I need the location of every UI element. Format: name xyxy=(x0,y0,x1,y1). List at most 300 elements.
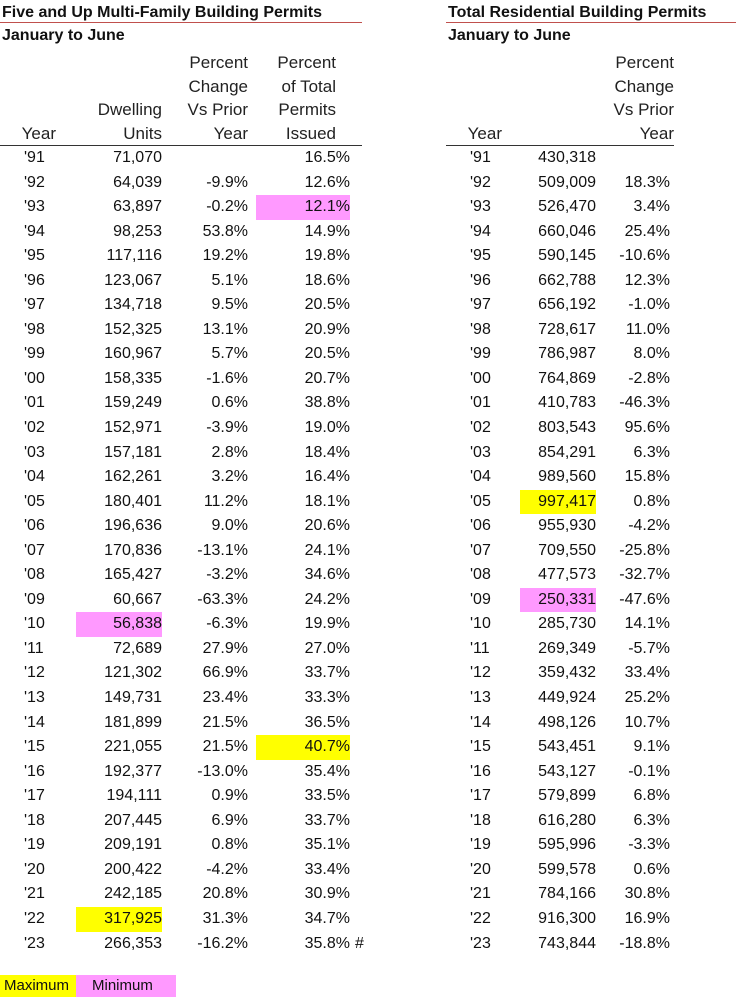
percent-change-cell: -18.8% xyxy=(619,934,670,952)
total-permits-cell: 656,192 xyxy=(538,296,596,314)
percent-change-cell: -9.9% xyxy=(206,173,248,191)
total-permits-cell: 989,560 xyxy=(538,468,596,486)
percent-of-total-cell: 33.3% xyxy=(304,689,350,707)
table-row xyxy=(446,711,736,736)
percent-change-cell: 9.5% xyxy=(211,296,248,314)
year-cell: '16 xyxy=(470,762,491,780)
percent-change-cell: 25.4% xyxy=(624,222,670,240)
dwelling-units-cell: 121,302 xyxy=(104,664,162,682)
header-percent-of-total: Percent of Total Permits Issued xyxy=(277,53,336,143)
dwelling-units-cell: 194,111 xyxy=(106,787,162,805)
year-cell: '01 xyxy=(24,394,45,412)
table-row xyxy=(446,612,736,637)
total-permits-cell: 410,783 xyxy=(538,394,596,412)
year-cell: '13 xyxy=(470,689,491,707)
year-cell: '05 xyxy=(24,492,45,510)
percent-change-cell: 2.8% xyxy=(211,443,248,461)
percent-of-total-cell: 24.2% xyxy=(304,590,350,608)
year-cell: '16 xyxy=(24,762,45,780)
percent-of-total-cell: 34.6% xyxy=(304,566,350,584)
year-cell: '00 xyxy=(24,369,45,387)
table-row xyxy=(0,661,362,686)
table-row xyxy=(446,416,736,441)
table-row xyxy=(446,686,736,711)
header-year: Year xyxy=(21,123,56,143)
total-permits-cell: 709,550 xyxy=(538,541,596,559)
total-permits-cell: 616,280 xyxy=(538,811,596,829)
year-cell: '07 xyxy=(470,541,491,559)
percent-change-cell: 18.3% xyxy=(624,173,670,191)
dwelling-units-cell: 160,967 xyxy=(104,345,162,363)
year-cell: '23 xyxy=(24,934,45,952)
year-cell: '21 xyxy=(470,885,491,903)
year-cell: '10 xyxy=(24,615,45,633)
percent-change-cell: -5.7% xyxy=(628,639,670,657)
year-cell: '14 xyxy=(24,713,45,731)
percent-change-cell: 15.8% xyxy=(624,468,670,486)
percent-of-total-cell: 33.4% xyxy=(304,860,350,878)
table-row xyxy=(0,220,362,245)
year-cell: '09 xyxy=(470,590,491,608)
table-row xyxy=(446,661,736,686)
total-permits-cell: 285,730 xyxy=(538,615,596,633)
table-row xyxy=(0,490,362,515)
table-row xyxy=(0,269,362,294)
year-cell: '03 xyxy=(24,443,45,461)
percent-change-cell: 13.1% xyxy=(202,320,248,338)
percent-change-cell: -3.2% xyxy=(206,566,248,584)
percent-change-cell: -63.3% xyxy=(197,590,248,608)
percent-change-cell: 11.0% xyxy=(625,320,670,338)
dwelling-units-cell: 162,261 xyxy=(104,468,162,486)
percent-of-total-cell: 12.6% xyxy=(304,173,350,191)
percent-change-cell: 3.4% xyxy=(633,198,670,216)
table-row xyxy=(0,637,362,662)
percent-of-total-cell: 27.0% xyxy=(304,639,350,657)
table-row xyxy=(0,735,362,760)
year-cell: '96 xyxy=(470,271,491,289)
total-permits-cell: 660,046 xyxy=(538,222,596,240)
multifamily-subtitle: January to June xyxy=(2,27,125,44)
table-row xyxy=(446,146,736,171)
table-row xyxy=(446,735,736,760)
year-cell: '08 xyxy=(470,566,491,584)
year-cell: '04 xyxy=(24,468,45,486)
percent-of-total-cell: 20.5% xyxy=(304,345,350,363)
percent-change-cell: -46.3% xyxy=(619,394,670,412)
year-cell: '02 xyxy=(24,419,45,437)
year-cell: '91 xyxy=(470,149,491,166)
percent-change-cell: 12.3% xyxy=(624,271,670,289)
percent-change-cell: -10.6% xyxy=(619,247,670,265)
table-row xyxy=(0,293,362,318)
dwelling-units-cell: 134,718 xyxy=(104,296,162,314)
table-row xyxy=(446,784,736,809)
table-row xyxy=(0,171,362,196)
table-row xyxy=(446,391,736,416)
percent-of-total-cell: 33.7% xyxy=(304,664,350,682)
percent-change-cell: -13.1% xyxy=(197,541,248,559)
percent-change-cell: -0.2% xyxy=(206,198,248,216)
percent-change-cell: 14.1% xyxy=(624,615,670,633)
dwelling-units-cell: 64,039 xyxy=(113,173,162,191)
percent-of-total-cell: 18.4% xyxy=(304,443,350,461)
percent-change-cell: 21.5% xyxy=(202,738,248,756)
percent-change-cell: 95.6% xyxy=(624,419,670,437)
residential-header-row xyxy=(446,49,674,146)
table-row xyxy=(446,244,736,269)
percent-change-cell: 6.9% xyxy=(211,811,248,829)
year-cell: '12 xyxy=(24,664,45,682)
year-cell: '15 xyxy=(24,738,45,756)
year-cell: '23 xyxy=(470,934,491,952)
table-row xyxy=(0,539,362,564)
year-cell: '18 xyxy=(24,811,45,829)
year-cell: '92 xyxy=(24,173,45,191)
multifamily-permits-table xyxy=(0,0,362,956)
footnote-marker: # xyxy=(355,934,364,952)
year-cell: '07 xyxy=(24,541,45,559)
percent-change-cell: -2.8% xyxy=(628,369,670,387)
percent-change-cell: 0.9% xyxy=(211,787,248,805)
year-cell: '00 xyxy=(470,369,491,387)
percent-of-total-cell: 20.7% xyxy=(304,369,350,387)
year-cell: '19 xyxy=(24,836,45,854)
year-cell: '93 xyxy=(470,198,491,216)
percent-change-cell xyxy=(598,146,670,171)
table-row xyxy=(446,269,736,294)
percent-change-cell: 33.4% xyxy=(624,664,670,682)
percent-of-total-cell: 19.8% xyxy=(304,247,350,265)
year-cell: '94 xyxy=(470,222,491,240)
dwelling-units-cell: 317,925 xyxy=(76,907,162,932)
table-row xyxy=(446,195,736,220)
year-cell: '05 xyxy=(470,492,491,510)
table-row xyxy=(0,146,362,171)
percent-of-total-cell: 16.5% xyxy=(304,149,350,166)
total-permits-cell: 728,617 xyxy=(538,320,596,338)
percent-of-total-cell: 34.7% xyxy=(304,909,350,927)
total-permits-cell: 955,930 xyxy=(538,517,596,535)
legend xyxy=(0,975,176,997)
year-cell: '98 xyxy=(470,320,491,338)
header-percent-change: Percent Change Vs Prior Year xyxy=(187,53,248,143)
dwelling-units-cell: 60,667 xyxy=(113,590,162,608)
table-row xyxy=(0,342,362,367)
table-row xyxy=(446,637,736,662)
legend-minimum: Minimum xyxy=(76,975,176,997)
dwelling-units-cell: 152,325 xyxy=(104,320,162,338)
dwelling-units-cell: 180,401 xyxy=(104,492,162,510)
percent-change-cell: 53.8% xyxy=(202,222,248,240)
percent-change-cell: -6.3% xyxy=(206,615,248,633)
header-dwelling-units: Dwelling Units xyxy=(97,100,162,143)
percent-of-total-cell: 36.5% xyxy=(304,713,350,731)
percent-change-cell: 6.3% xyxy=(633,811,670,829)
total-permits-cell: 359,432 xyxy=(538,664,596,682)
percent-of-total-cell: 19.0% xyxy=(304,419,350,437)
residential-rows xyxy=(446,146,736,956)
table-row xyxy=(446,514,736,539)
table-row xyxy=(0,588,362,613)
percent-of-total-cell: 16.4% xyxy=(304,468,350,486)
percent-of-total-cell: 18.6% xyxy=(304,271,350,289)
table-row xyxy=(0,441,362,466)
table-row xyxy=(0,563,362,588)
multifamily-rows xyxy=(0,146,362,956)
year-cell: '95 xyxy=(24,247,45,265)
percent-change-cell: -47.6% xyxy=(619,590,670,608)
year-cell: '17 xyxy=(24,787,45,805)
table-row xyxy=(0,195,362,220)
year-cell: '17 xyxy=(470,787,491,805)
table-row xyxy=(446,588,736,613)
table-row xyxy=(446,342,736,367)
total-permits-cell: 250,331 xyxy=(520,588,596,613)
table-row xyxy=(0,760,362,785)
percent-change-cell: 23.4% xyxy=(202,689,248,707)
percent-change-cell: 20.8% xyxy=(202,885,248,903)
header-percent-change: Percent Change Vs Prior Year xyxy=(613,53,674,143)
dwelling-units-cell: 98,253 xyxy=(113,222,162,240)
table-row xyxy=(446,760,736,785)
table-row xyxy=(0,244,362,269)
year-cell: '94 xyxy=(24,222,45,240)
total-permits-cell: 477,573 xyxy=(538,566,596,584)
year-cell: '06 xyxy=(24,517,45,535)
dwelling-units-cell: 196,636 xyxy=(104,517,162,535)
total-permits-cell: 743,844 xyxy=(538,934,596,952)
table-row xyxy=(0,907,362,932)
year-cell: '22 xyxy=(470,909,491,927)
dwelling-units-cell: 152,971 xyxy=(104,419,162,437)
total-permits-cell: 590,145 xyxy=(538,247,596,265)
table-row xyxy=(446,833,736,858)
total-permits-cell: 599,578 xyxy=(538,860,596,878)
percent-of-total-cell: 33.7% xyxy=(304,811,350,829)
year-cell: '20 xyxy=(470,860,491,878)
percent-change-cell: 0.8% xyxy=(633,492,670,510)
residential-subtitle: January to June xyxy=(448,27,571,44)
dwelling-units-cell: 159,249 xyxy=(104,394,162,412)
year-cell: '06 xyxy=(470,517,491,535)
residential-title: Total Residential Building Permits xyxy=(446,0,736,23)
percent-change-cell: -0.1% xyxy=(628,762,670,780)
year-cell: '98 xyxy=(24,320,45,338)
percent-change-cell: 25.2% xyxy=(624,689,670,707)
percent-change-cell: 3.2% xyxy=(211,468,248,486)
table-row xyxy=(0,932,362,957)
table-row xyxy=(0,465,362,490)
year-cell: '22 xyxy=(24,909,45,927)
year-cell: '11 xyxy=(470,639,490,657)
percent-of-total-cell: 30.9% xyxy=(304,885,350,903)
dwelling-units-cell: 71,070 xyxy=(113,149,162,166)
percent-change-cell xyxy=(170,146,248,171)
total-permits-cell: 784,166 xyxy=(538,885,596,903)
table-row xyxy=(446,882,736,907)
total-permits-cell: 543,127 xyxy=(538,762,596,780)
percent-change-cell: -32.7% xyxy=(619,566,670,584)
total-permits-cell: 997,417 xyxy=(520,490,596,515)
year-cell: '99 xyxy=(24,345,45,363)
percent-change-cell: -4.2% xyxy=(628,517,670,535)
year-cell: '02 xyxy=(470,419,491,437)
table-row xyxy=(0,416,362,441)
year-cell: '93 xyxy=(24,198,45,216)
table-row xyxy=(0,514,362,539)
total-permits-cell: 916,300 xyxy=(538,909,596,927)
total-permits-cell: 430,318 xyxy=(538,149,596,166)
percent-of-total-cell: 33.5% xyxy=(304,787,350,805)
dwelling-units-cell: 117,116 xyxy=(106,247,162,265)
year-cell: '97 xyxy=(24,296,45,314)
percent-of-total-cell: 20.5% xyxy=(304,296,350,314)
percent-of-total-cell: 35.4% xyxy=(304,762,350,780)
year-cell: '13 xyxy=(24,689,45,707)
total-permits-cell: 449,924 xyxy=(538,689,596,707)
dwelling-units-cell: 209,191 xyxy=(104,836,162,854)
table-row xyxy=(446,441,736,466)
table-row xyxy=(446,220,736,245)
year-cell: '12 xyxy=(470,664,491,682)
year-cell: '04 xyxy=(470,468,491,486)
percent-change-cell: 30.8% xyxy=(624,885,670,903)
table-row xyxy=(0,858,362,883)
table-row xyxy=(0,318,362,343)
table-row xyxy=(446,367,736,392)
year-cell: '09 xyxy=(24,590,45,608)
year-cell: '11 xyxy=(24,639,44,657)
multifamily-title: Five and Up Multi-Family Building Permits xyxy=(0,0,362,23)
percent-change-cell: 9.1% xyxy=(633,738,670,756)
total-residential-permits-table xyxy=(446,0,736,956)
table-row xyxy=(446,858,736,883)
dwelling-units-cell: 207,445 xyxy=(104,811,162,829)
table-row xyxy=(0,809,362,834)
percent-change-cell: 27.9% xyxy=(202,639,248,657)
percent-change-cell: 11.2% xyxy=(203,492,248,510)
percent-change-cell: -16.2% xyxy=(197,934,248,952)
percent-change-cell: 19.2% xyxy=(202,247,248,265)
percent-of-total-cell: 14.9% xyxy=(304,222,350,240)
total-permits-cell: 526,470 xyxy=(538,198,596,216)
table-row xyxy=(0,367,362,392)
table-row xyxy=(446,318,736,343)
table-row xyxy=(446,907,736,932)
year-cell: '19 xyxy=(470,836,491,854)
table-row xyxy=(446,465,736,490)
legend-maximum: Maximum xyxy=(0,975,76,997)
total-permits-cell: 498,126 xyxy=(538,713,596,731)
percent-change-cell: -25.8% xyxy=(619,541,670,559)
total-permits-cell: 543,451 xyxy=(538,738,596,756)
dwelling-units-cell: 56,838 xyxy=(76,612,162,637)
table-row xyxy=(0,882,362,907)
dwelling-units-cell: 221,055 xyxy=(104,738,162,756)
year-cell: '97 xyxy=(470,296,491,314)
table-row xyxy=(446,932,736,957)
table-row xyxy=(446,539,736,564)
percent-of-total-cell: 12.1% xyxy=(256,195,350,220)
year-cell: '99 xyxy=(470,345,491,363)
year-cell: '03 xyxy=(470,443,491,461)
percent-of-total-cell: 40.7% xyxy=(256,735,350,760)
total-permits-cell: 595,996 xyxy=(538,836,596,854)
percent-change-cell: 16.9% xyxy=(624,909,670,927)
total-permits-cell: 786,987 xyxy=(538,345,596,363)
percent-change-cell: 6.8% xyxy=(633,787,670,805)
dwelling-units-cell: 63,897 xyxy=(113,198,162,216)
percent-change-cell: 66.9% xyxy=(202,664,248,682)
dwelling-units-cell: 266,353 xyxy=(104,934,162,952)
dwelling-units-cell: 170,836 xyxy=(104,541,162,559)
total-permits-cell: 854,291 xyxy=(538,443,596,461)
year-cell: '01 xyxy=(470,394,491,412)
dwelling-units-cell: 165,427 xyxy=(104,566,162,584)
table-row xyxy=(0,784,362,809)
table-row xyxy=(0,391,362,416)
percent-of-total-cell: 20.9% xyxy=(304,320,350,338)
total-permits-cell: 509,009 xyxy=(538,173,596,191)
dwelling-units-cell: 192,377 xyxy=(104,762,162,780)
percent-change-cell: 31.3% xyxy=(202,909,248,927)
total-permits-cell: 269,349 xyxy=(538,639,596,657)
percent-of-total-cell: 38.8% xyxy=(304,394,350,412)
percent-change-cell: -1.6% xyxy=(206,369,248,387)
year-cell: '10 xyxy=(470,615,491,633)
dwelling-units-cell: 181,899 xyxy=(104,713,162,731)
total-permits-cell: 803,543 xyxy=(538,419,596,437)
total-permits-cell: 579,899 xyxy=(538,787,596,805)
year-cell: '92 xyxy=(470,173,491,191)
table-row xyxy=(0,711,362,736)
percent-change-cell: 10.7% xyxy=(624,713,670,731)
percent-change-cell: 5.7% xyxy=(211,345,248,363)
dwelling-units-cell: 157,181 xyxy=(104,443,162,461)
percent-change-cell: -1.0% xyxy=(628,296,670,314)
year-cell: '20 xyxy=(24,860,45,878)
percent-change-cell: 6.3% xyxy=(633,443,670,461)
dwelling-units-cell: 242,185 xyxy=(104,885,162,903)
percent-of-total-cell: 24.1% xyxy=(304,541,350,559)
percent-change-cell: 0.6% xyxy=(211,394,248,412)
total-permits-cell: 764,869 xyxy=(538,369,596,387)
header-year: Year xyxy=(467,123,502,143)
table-row xyxy=(446,171,736,196)
percent-of-total-cell: 35.8% xyxy=(304,934,350,952)
percent-of-total-cell: 35.1% xyxy=(304,836,350,854)
year-cell: '96 xyxy=(24,271,45,289)
percent-change-cell: -3.9% xyxy=(206,419,248,437)
table-row xyxy=(446,490,736,515)
year-cell: '21 xyxy=(24,885,45,903)
percent-change-cell: 0.8% xyxy=(211,836,248,854)
table-row xyxy=(0,612,362,637)
year-cell: '15 xyxy=(470,738,491,756)
year-cell: '91 xyxy=(24,149,45,166)
multifamily-header-row xyxy=(0,49,362,146)
percent-of-total-cell: 18.1% xyxy=(304,492,350,510)
dwelling-units-cell: 123,067 xyxy=(104,271,162,289)
total-permits-cell: 662,788 xyxy=(538,271,596,289)
percent-change-cell: -4.2% xyxy=(206,860,248,878)
dwelling-units-cell: 149,731 xyxy=(104,689,162,707)
percent-of-total-cell: 20.6% xyxy=(304,517,350,535)
table-row xyxy=(0,686,362,711)
year-cell: '08 xyxy=(24,566,45,584)
dwelling-units-cell: 200,422 xyxy=(104,860,162,878)
